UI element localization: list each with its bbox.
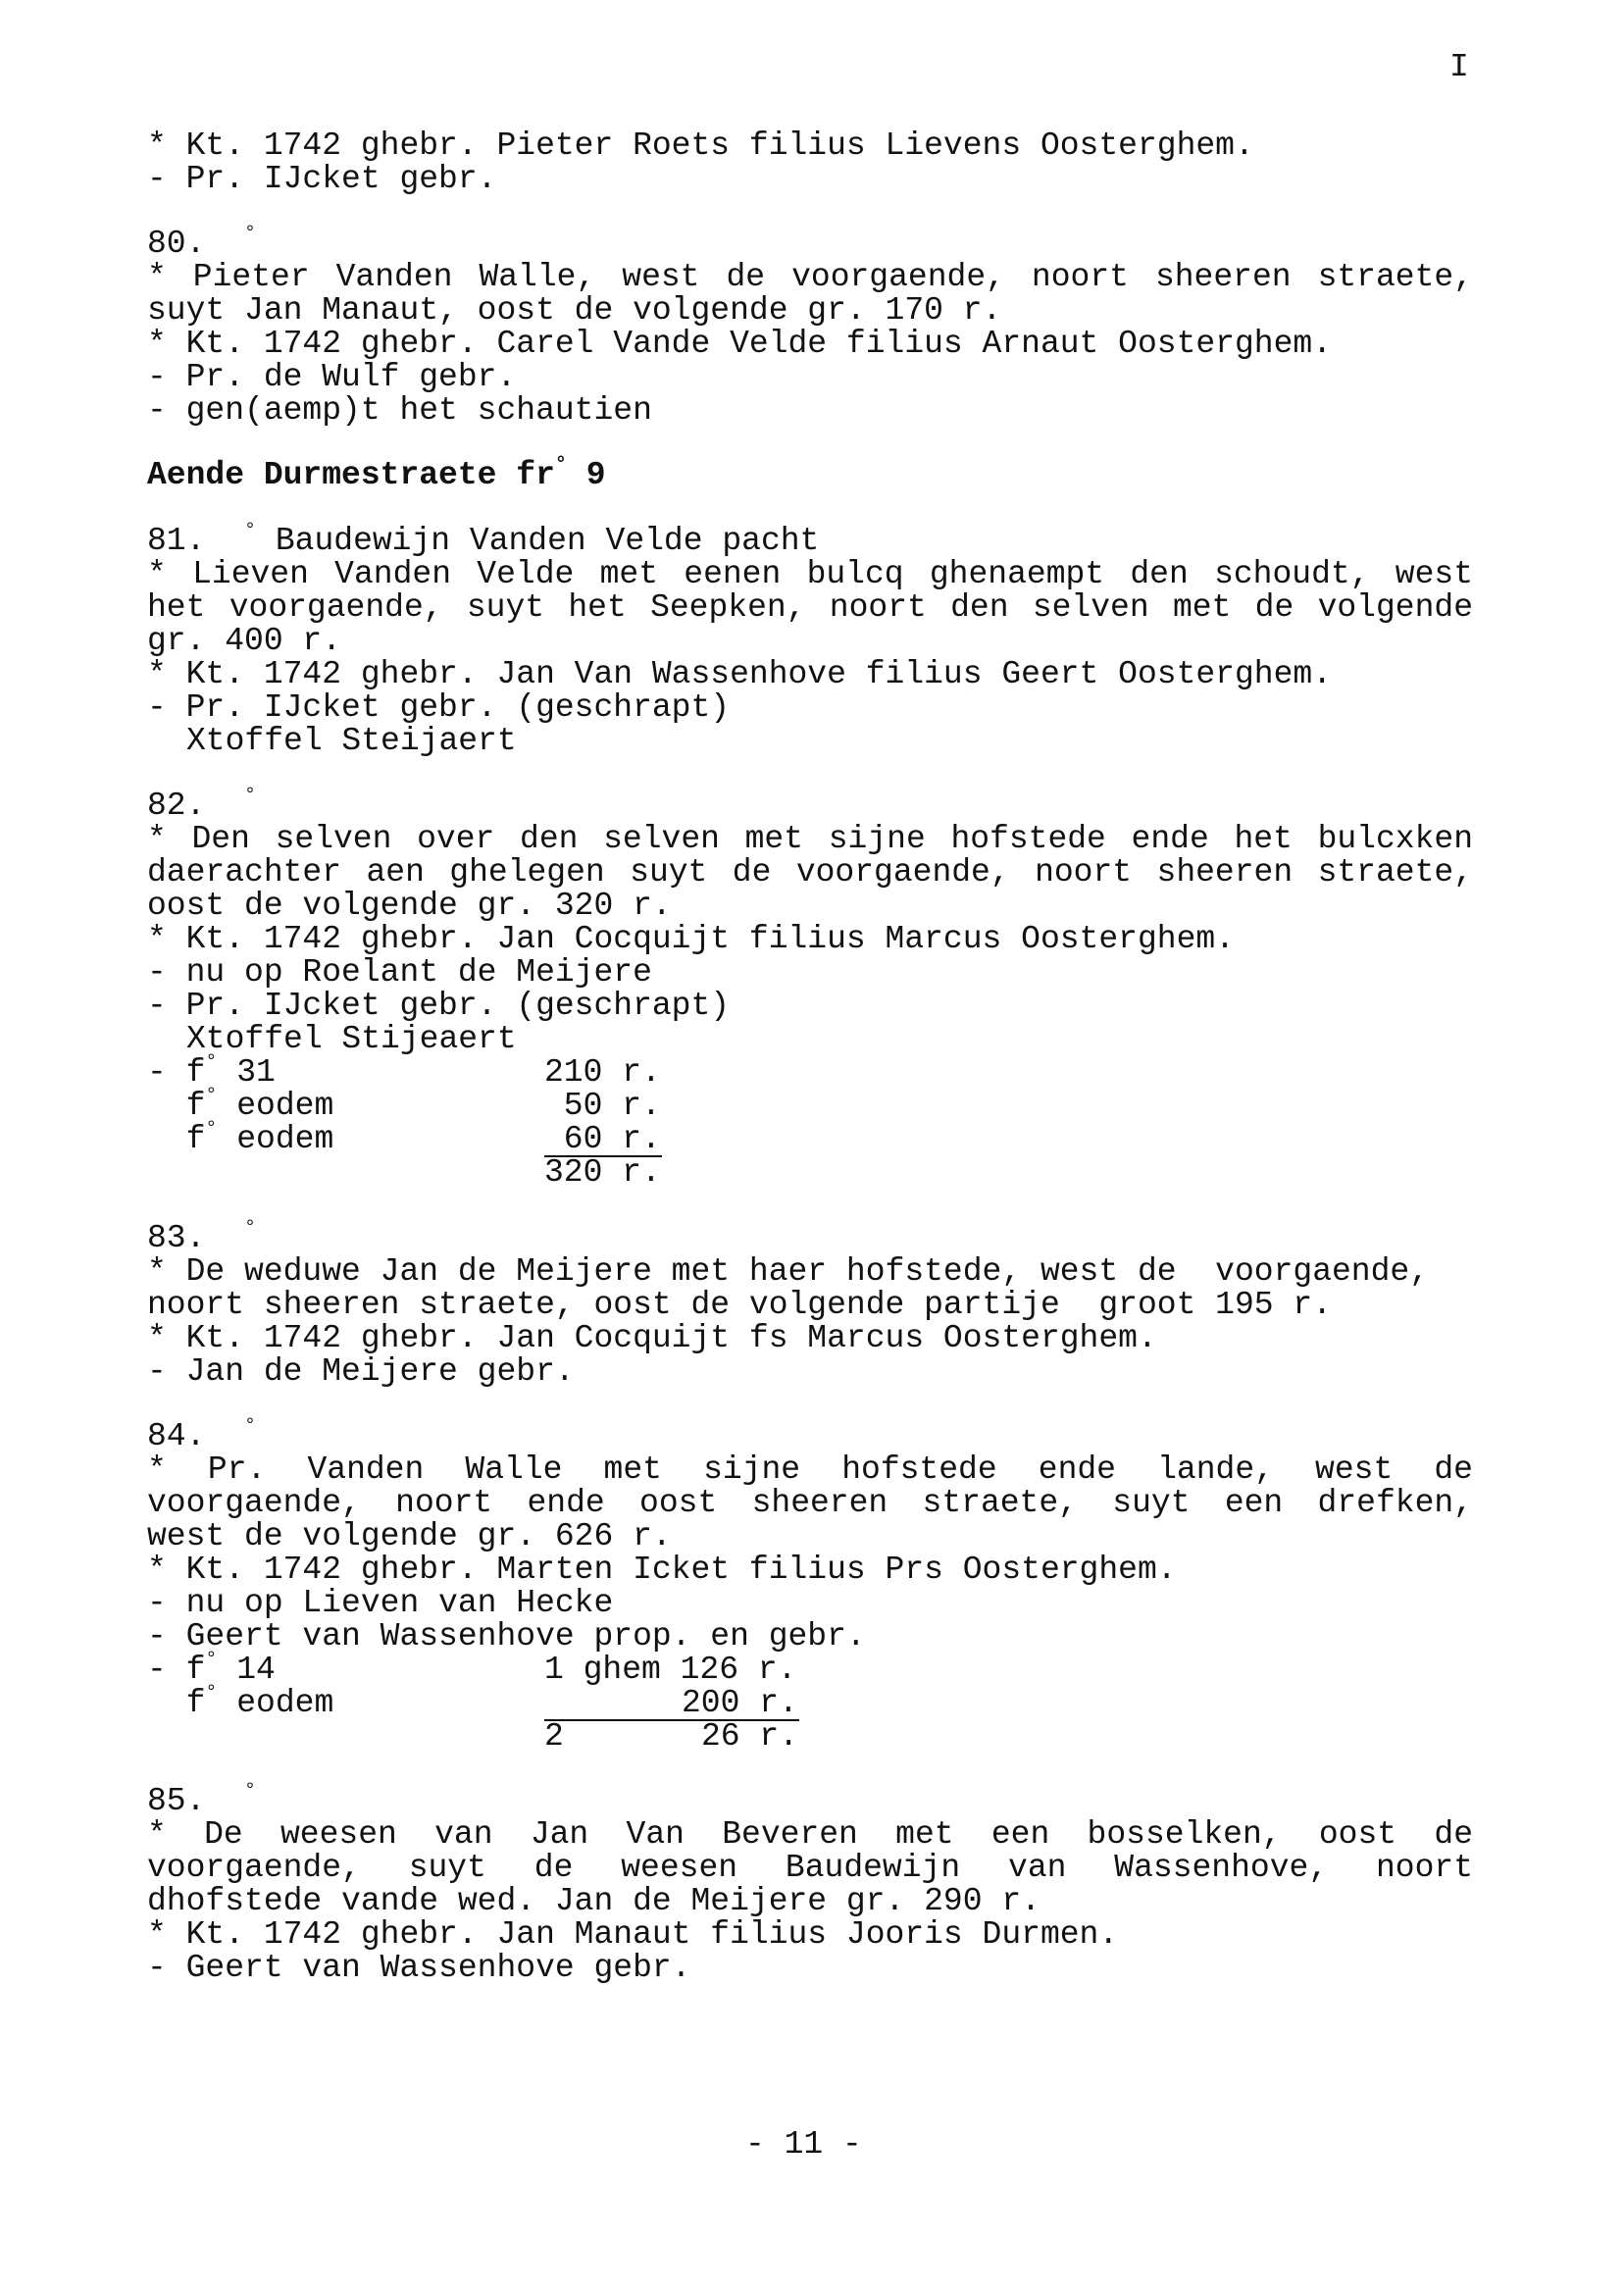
entry81-note-2: - Pr. IJcket gebr. (geschrapt) — [147, 689, 731, 726]
entry82-note-2: - nu op Roelant de Meijere — [147, 954, 652, 991]
degree-mark: ° — [244, 1415, 257, 1438]
entry81-header — [147, 520, 820, 559]
degree-mark: ° — [244, 223, 257, 245]
entry82-desc-3: oost de volgende gr. 320 r. — [147, 888, 672, 924]
degree-mark: ° — [205, 1649, 218, 1671]
entry81-indented: Xtoffel Steijaert — [186, 723, 517, 759]
entry-number: 83. — [147, 1220, 206, 1256]
entry84-desc-1: * Pr. Vanden Walle met sijne hofstede ende lande, west de — [147, 1451, 1473, 1488]
degree-mark: ° — [244, 1217, 257, 1240]
parcel-amount: 1 ghem 126 r. — [544, 1652, 797, 1688]
parcel-total-roeden: 26 r. — [701, 1718, 799, 1755]
entry81-note-1: * Kt. 1742 ghebr. Jan Van Wassenhove filius Geert Oosterghem. — [147, 656, 1332, 692]
entry83-desc-1: * De weduwe Jan de Meijere met haer hofstede, west de voorgaende, — [147, 1253, 1430, 1290]
entry80-header — [147, 223, 257, 262]
entry85-desc-1: * De weesen van Jan Van Beveren met een bosselken, oost de — [147, 1816, 1473, 1853]
degree-mark: ° — [205, 1051, 218, 1074]
entry84-desc-3: west de volgende gr. 626 r. — [147, 1518, 672, 1554]
entry83-note-2: - Jan de Meijere gebr. — [147, 1353, 575, 1390]
entry82-desc-1: * Den selven over den selven met sijne hofstede ende het bulcxken — [147, 821, 1473, 857]
entry85-desc-2: voorgaende, suyt de weesen Baudewijn van Wassenhove, noort — [147, 1850, 1473, 1886]
entry83-header — [147, 1217, 257, 1256]
entry80-desc-1: * Pieter Vanden Walle, west de voorgaende, noort sheeren straete, — [147, 259, 1473, 295]
entry-number: 81. — [147, 523, 206, 559]
entry81-desc-1: * Lieven Vanden Velde met eenen bulcq ghenaempt den schoudt, west — [147, 556, 1473, 592]
entry85-note-1: * Kt. 1742 ghebr. Jan Manaut filius Jooris Durmen. — [147, 1916, 1119, 1953]
entry82-note-3: - Pr. IJcket gebr. (geschrapt) — [147, 988, 731, 1024]
entry85-note-2: - Geert van Wassenhove gebr. — [147, 1950, 691, 1986]
parcel-amount: 210 r. — [544, 1054, 661, 1091]
parcel-amount: 60 r. — [544, 1121, 661, 1157]
entry82-desc-2: daerachter aen ghelegen suyt de voorgaende, noort sheeren straete, — [147, 854, 1473, 891]
entry80-note-2: - Pr. de Wulf gebr. — [147, 359, 517, 395]
entry84-note-2: - nu op Lieven van Hecke — [147, 1585, 614, 1621]
entry79-note-2: - Pr. IJcket gebr. — [147, 161, 497, 197]
entry80-desc-2: suyt Jan Manaut, oost de volgende gr. 170 r. — [147, 292, 1002, 329]
degree-mark: ° — [205, 1085, 218, 1107]
parcel-row: f° eodem — [185, 1682, 334, 1721]
parcel-amount: 50 r. — [544, 1088, 661, 1124]
degree-mark: ° — [244, 1780, 257, 1803]
parcel-row: - f° 14 — [147, 1649, 276, 1688]
entry85-desc-3: dhofstede vande wed. Jan de Meijere gr. 290 r. — [147, 1883, 1040, 1919]
entry82-note-1: * Kt. 1742 ghebr. Jan Cocquijt filius Marcus Oosterghem. — [147, 921, 1235, 957]
entry84-note-1: * Kt. 1742 ghebr. Marten Icket filius Prs Oosterghem. — [147, 1552, 1177, 1588]
entry84-header — [147, 1415, 257, 1454]
entry-number: 84. — [147, 1418, 206, 1454]
parcel-row: - f° 31 — [147, 1051, 276, 1091]
entry82-header — [147, 785, 257, 824]
entry84-note-3: - Geert van Wassenhove prop. en gebr. — [147, 1618, 866, 1655]
degree-mark: ° — [554, 454, 567, 477]
entry85-header — [147, 1780, 257, 1819]
entry-number: 85. — [147, 1783, 206, 1819]
entry-number: 80. — [147, 226, 206, 262]
page-marker: I — [1449, 49, 1469, 85]
entry81-header-rest: Baudewijn Vanden Velde pacht — [275, 523, 820, 559]
degree-mark: ° — [244, 785, 257, 807]
entry84-desc-2: voorgaende, noort ende oost sheeren straete, suyt een drefken, — [147, 1485, 1473, 1521]
entry79-note-1: * Kt. 1742 ghebr. Pieter Roets filius Lievens Oosterghem. — [147, 127, 1254, 164]
parcel-total: 320 r. — [544, 1154, 661, 1191]
degree-mark: ° — [244, 520, 257, 542]
entry81-desc-2: het voorgaende, suyt het Seepken, noort den selven met de volgende — [147, 589, 1473, 626]
entry80-note-3: - gen(aemp)t het schautien — [147, 392, 652, 429]
parcel-amount: 200 r. — [682, 1685, 798, 1721]
parcel-total-ghem: 2 — [544, 1718, 564, 1755]
section-heading-suffix: 9 — [585, 457, 606, 493]
entry82-indented: Xtoffel Stijeaert — [186, 1021, 517, 1057]
parcel-row: f° eodem — [185, 1118, 334, 1157]
entry-number: 82. — [147, 788, 206, 824]
degree-mark: ° — [205, 1682, 218, 1705]
entry81-desc-3: gr. 400 r. — [147, 623, 342, 659]
parcel-row: f° eodem — [185, 1085, 334, 1124]
page-number: - 11 - — [745, 2126, 862, 2163]
entry83-desc-2: noort sheeren straete, oost de volgende partije groot 195 r. — [147, 1287, 1332, 1323]
section-heading — [147, 454, 606, 493]
entry80-note-1: * Kt. 1742 ghebr. Carel Vande Velde filius Arnaut Oosterghem. — [147, 326, 1332, 362]
entry83-note-1: * Kt. 1742 ghebr. Jan Cocquijt fs Marcus Oosterghem. — [147, 1320, 1157, 1356]
degree-mark: ° — [205, 1118, 218, 1141]
section-heading-text: Aende Durmestraete fr — [147, 457, 555, 493]
